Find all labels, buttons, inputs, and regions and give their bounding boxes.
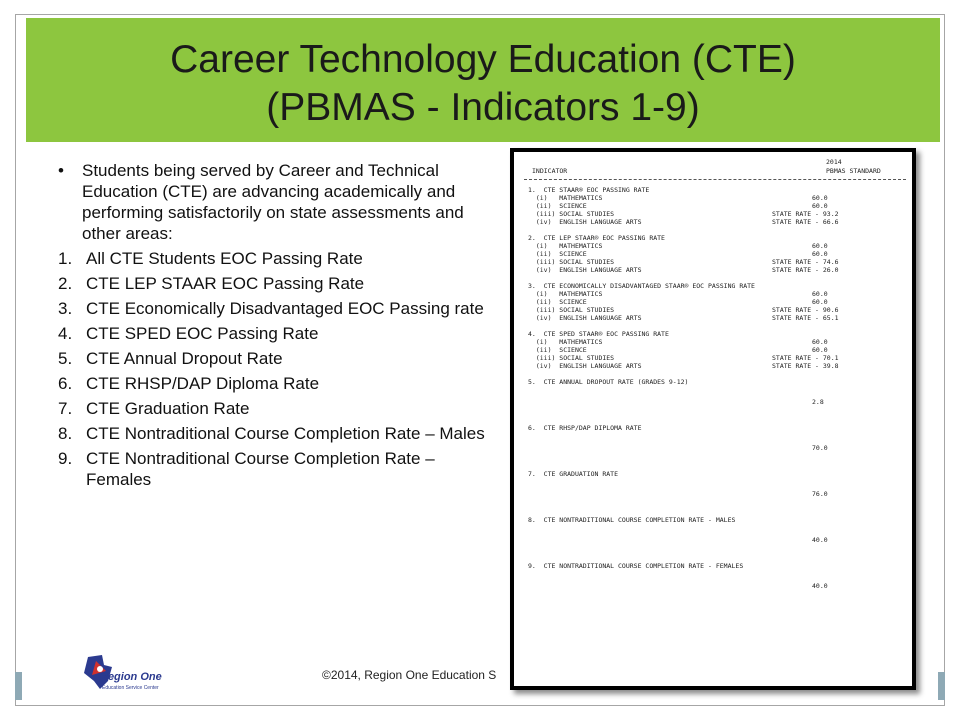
doc-standard-cell: 60.0 [812,346,828,354]
doc-standard-cell: 60.0 [812,250,828,258]
indicator-text: CTE Economically Disadvantaged EOC Passing rate [86,299,484,318]
indicator-item [58,273,498,294]
doc-indicator-cell: 4. CTE SPED STAAR® EOC PASSING RATE [528,330,669,338]
indicator-item [58,423,498,444]
doc-indicator-cell: (i) MATHEMATICS [528,242,603,250]
doc-indicator-cell: 7. CTE GRADUATION RATE [528,470,619,478]
indicator-item [58,298,498,319]
indicator-text: CTE Graduation Rate [86,399,250,418]
doc-item-row [514,314,912,323]
indicator-number: 9. [58,449,73,468]
doc-header-year: 2014 [826,158,842,166]
doc-indicator-cell: 2. CTE LEP STAAR® EOC PASSING RATE [528,234,665,242]
pbmas-standards-document [510,148,916,690]
doc-section-row [514,378,912,387]
doc-indicator-cell: (iii) SOCIAL STUDIES [528,258,615,266]
doc-header-row [514,167,912,176]
doc-item-row [514,444,912,453]
doc-item-row [514,536,912,545]
doc-item-row [514,362,912,371]
indicator-number: 4. [58,324,73,343]
doc-section-row [514,470,912,479]
doc-header-rule [524,179,906,180]
doc-standard-cell: STATE RATE - 65.1 [772,314,839,322]
indicator-item [58,323,498,344]
doc-indicator-cell: (iv) ENGLISH LANGUAGE ARTS [528,266,642,274]
doc-section-row [514,424,912,433]
doc-indicator-cell: 6. CTE RHSP/DAP DIPLOMA RATE [528,424,642,432]
doc-item-row [514,218,912,227]
doc-standard-cell: STATE RATE - 39.8 [772,362,839,370]
indicator-text: CTE RHSP/DAP Diploma Rate [86,374,320,393]
doc-standard-cell: STATE RATE - 74.6 [772,258,839,266]
doc-indicator-cell: (i) MATHEMATICS [528,290,603,298]
doc-item-row [514,582,912,591]
doc-standard-cell: 70.0 [812,444,828,452]
doc-standard-cell: 60.0 [812,202,828,210]
doc-standard-cell: 2.8 [812,398,824,406]
doc-indicator-cell: (ii) SCIENCE [528,346,587,354]
doc-indicator-cell: 9. CTE NONTRADITIONAL COURSE COMPLETION RATE - FEMALES [528,562,744,570]
bullet-dot: • [58,161,64,180]
indicator-item [58,448,498,490]
doc-indicator-cell: 1. CTE STAAR® EOC PASSING RATE [528,186,650,194]
indicator-text: CTE Nontraditional Course Completion Rate – Males [86,424,485,443]
doc-standard-cell: STATE RATE - 90.6 [772,306,839,314]
doc-standard-cell: 60.0 [812,298,828,306]
doc-indicator-cell: (i) MATHEMATICS [528,194,603,202]
doc-standard-cell: 40.0 [812,536,828,544]
doc-header-year-row [514,158,912,167]
indicator-number: 8. [58,424,73,443]
footer-bar-right [938,672,945,700]
indicator-item [58,248,498,269]
doc-standard-cell: 60.0 [812,290,828,298]
doc-indicator-cell: (ii) SCIENCE [528,202,587,210]
indicator-number: 2. [58,274,73,293]
doc-standard-cell: STATE RATE - 93.2 [772,210,839,218]
doc-standard-cell: 60.0 [812,338,828,346]
indicator-text: CTE LEP STAAR EOC Passing Rate [86,274,365,293]
indicator-text: All CTE Students EOC Passing Rate [86,249,363,268]
logo-name: Region One [100,671,162,683]
doc-indicator-cell: 5. CTE ANNUAL DROPOUT RATE (GRADES 9-12) [528,378,689,386]
indicator-number: 7. [58,399,73,418]
logo-subtitle: Education Service Center [102,685,159,691]
indicator-number: 5. [58,349,73,368]
slide-title-line-2: (PBMAS - Indicators 1-9) [266,86,700,129]
indicator-content [58,160,498,494]
footer-bar-left [15,672,22,700]
title-band [26,18,940,142]
slide-title-line-1: Career Technology Education (CTE) [170,38,796,81]
indicator-number: 6. [58,374,73,393]
indicator-item [58,373,498,394]
indicator-text: CTE Nontraditional Course Completion Rate – Females [86,449,435,489]
indicator-number: 3. [58,299,73,318]
doc-item-row [514,398,912,407]
doc-standard-cell: STATE RATE - 26.0 [772,266,839,274]
doc-standard-cell: STATE RATE - 66.6 [772,218,839,226]
doc-indicator-cell: (iv) ENGLISH LANGUAGE ARTS [528,218,642,226]
doc-indicator-cell: (iii) SOCIAL STUDIES [528,306,615,314]
doc-header-standard: PBMAS STANDARD [826,167,881,175]
doc-header-indicator: INDICATOR [532,167,568,175]
doc-indicator-cell: (iv) ENGLISH LANGUAGE ARTS [528,314,642,322]
doc-indicator-cell: (iv) ENGLISH LANGUAGE ARTS [528,362,642,370]
indicator-item [58,348,498,369]
doc-section-row [514,562,912,571]
doc-indicator-cell: (iii) SOCIAL STUDIES [528,210,615,218]
doc-item-row [514,266,912,275]
indicator-item [58,398,498,419]
doc-indicator-cell: (i) MATHEMATICS [528,338,603,346]
doc-standard-cell: 40.0 [812,582,828,590]
doc-indicator-cell: (iii) SOCIAL STUDIES [528,354,615,362]
indicator-text: CTE Annual Dropout Rate [86,349,283,368]
doc-indicator-cell: (ii) SCIENCE [528,298,587,306]
doc-standard-cell: 60.0 [812,194,828,202]
doc-item-row [514,490,912,499]
doc-indicator-cell: (ii) SCIENCE [528,250,587,258]
doc-section-row [514,516,912,525]
doc-indicator-cell: 8. CTE NONTRADITIONAL COURSE COMPLETION RATE - MALES [528,516,736,524]
doc-indicator-cell: 3. CTE ECONOMICALLY DISADVANTAGED STAAR® EOC PASSING RATE [528,282,755,290]
intro-bullet [58,160,498,244]
indicator-number: 1. [58,249,73,268]
indicator-text: CTE SPED EOC Passing Rate [86,324,319,343]
doc-standard-cell: STATE RATE - 70.1 [772,354,839,362]
doc-standard-cell: 60.0 [812,242,828,250]
intro-text: Students being served by Career and Technical Education (CTE) are advancing academically and performing satisfactorily on state assessments and other areas: [82,161,464,243]
footer-copyright: ©2014, Region One Education S [322,668,497,682]
doc-standard-cell: 76.0 [812,490,828,498]
